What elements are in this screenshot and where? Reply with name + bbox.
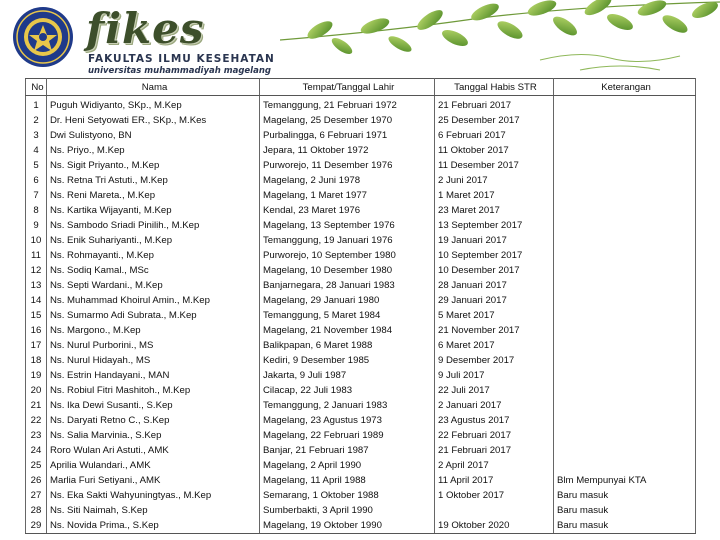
- table-row: [26, 278, 696, 293]
- row-no: 17: [26, 338, 47, 353]
- row-no: 2: [26, 113, 47, 128]
- row-ttl: Temanggung, 19 Januari 1976: [260, 233, 435, 248]
- row-keterangan: [554, 218, 696, 233]
- row-str: 11 Desember 2017: [435, 158, 554, 173]
- row-keterangan: [554, 158, 696, 173]
- row-no: 10: [26, 233, 47, 248]
- row-no: 28: [26, 503, 47, 518]
- table-row: [26, 293, 696, 308]
- table-row: [26, 113, 696, 128]
- row-no: 14: [26, 293, 47, 308]
- row-no: 11: [26, 248, 47, 263]
- row-ttl: Kediri, 9 Desember 1985: [260, 353, 435, 368]
- row-keterangan: Baru masuk: [554, 503, 696, 518]
- row-no: 1: [26, 96, 47, 114]
- row-str: 6 Maret 2017: [435, 338, 554, 353]
- row-ttl: Banjar, 21 Februari 1987: [260, 443, 435, 458]
- row-nama: Ns. Sumarmo Adi Subrata., M.Kep: [47, 308, 260, 323]
- row-ttl: Purworejo, 11 Desember 1976: [260, 158, 435, 173]
- row-keterangan: [554, 428, 696, 443]
- row-ttl: Purbalingga, 6 Februari 1971: [260, 128, 435, 143]
- row-keterangan: [554, 458, 696, 473]
- row-nama: Ns. Sodiq Kamal., MSc: [47, 263, 260, 278]
- row-str: 2 April 2017: [435, 458, 554, 473]
- row-keterangan: Baru masuk: [554, 488, 696, 503]
- row-str: 2 Januari 2017: [435, 398, 554, 413]
- row-nama: Ns. Daryati Retno C., S.Kep: [47, 413, 260, 428]
- table-row: [26, 203, 696, 218]
- row-str: 21 November 2017: [435, 323, 554, 338]
- row-keterangan: [554, 383, 696, 398]
- row-str: 25 Desember 2017: [435, 113, 554, 128]
- row-keterangan: [554, 338, 696, 353]
- table-row: [26, 518, 696, 534]
- row-ttl: Sumberbakti, 3 April 1990: [260, 503, 435, 518]
- row-keterangan: [554, 308, 696, 323]
- table-row: [26, 128, 696, 143]
- row-nama: Ns. Priyo., M.Kep: [47, 143, 260, 158]
- row-ttl: Temanggung, 21 Februari 1972: [260, 96, 435, 114]
- table-row: [26, 248, 696, 263]
- row-ttl: Kendal, 23 Maret 1976: [260, 203, 435, 218]
- row-nama: Ns. Estrin Handayani., MAN: [47, 368, 260, 383]
- row-no: 29: [26, 518, 47, 534]
- row-nama: Ns. Reni Mareta., M.Kep: [47, 188, 260, 203]
- table-row: [26, 96, 696, 114]
- row-ttl: Magelang, 2 Juni 1978: [260, 173, 435, 188]
- row-no: 3: [26, 128, 47, 143]
- row-ttl: Magelang, 22 Februari 1989: [260, 428, 435, 443]
- row-no: 26: [26, 473, 47, 488]
- brand-name: fikes: [86, 4, 205, 53]
- row-no: 19: [26, 368, 47, 383]
- row-keterangan: [554, 398, 696, 413]
- table-row: [26, 353, 696, 368]
- col-header-ttl: Tempat/Tanggal Lahir: [260, 79, 435, 96]
- row-no: 27: [26, 488, 47, 503]
- row-no: 13: [26, 278, 47, 293]
- row-ttl: Magelang, 19 Oktober 1990: [260, 518, 435, 534]
- row-no: 24: [26, 443, 47, 458]
- row-nama: Ns. Sigit Priyanto., M.Kep: [47, 158, 260, 173]
- row-keterangan: [554, 248, 696, 263]
- row-str: 23 Maret 2017: [435, 203, 554, 218]
- row-keterangan: [554, 188, 696, 203]
- row-ttl: Magelang, 21 November 1984: [260, 323, 435, 338]
- row-no: 18: [26, 353, 47, 368]
- row-str: 10 September 2017: [435, 248, 554, 263]
- row-nama: Ns. Nurul Hidayah., MS: [47, 353, 260, 368]
- row-str: 28 Januari 2017: [435, 278, 554, 293]
- row-no: 5: [26, 158, 47, 173]
- row-str: 11 April 2017: [435, 473, 554, 488]
- col-header-str: Tanggal Habis STR: [435, 79, 554, 96]
- page-header: [0, 0, 720, 78]
- row-keterangan: [554, 443, 696, 458]
- row-keterangan: [554, 293, 696, 308]
- row-ttl: Temanggung, 5 Maret 1984: [260, 308, 435, 323]
- row-ttl: Banjarnegara, 28 Januari 1983: [260, 278, 435, 293]
- row-keterangan: [554, 173, 696, 188]
- row-keterangan: [554, 143, 696, 158]
- table-row: [26, 368, 696, 383]
- university-seal-icon: [12, 6, 74, 68]
- row-str: 2 Juni 2017: [435, 173, 554, 188]
- row-ttl: Magelang, 13 September 1976: [260, 218, 435, 233]
- row-nama: Dwi Sulistyono, BN: [47, 128, 260, 143]
- row-no: 4: [26, 143, 47, 158]
- row-nama: Ns. Kartika Wijayanti, M.Kep: [47, 203, 260, 218]
- row-str: 19 Oktober 2020: [435, 518, 554, 534]
- col-header-no: No: [26, 79, 47, 96]
- row-no: 9: [26, 218, 47, 233]
- row-nama: Ns. Sambodo Sriadi Pinilih., M.Kep: [47, 218, 260, 233]
- row-str: 21 Februari 2017: [435, 96, 554, 114]
- row-nama: Aprilia Wulandari., AMK: [47, 458, 260, 473]
- row-ttl: Cilacap, 22 Juli 1983: [260, 383, 435, 398]
- row-nama: Ns. Nurul Purborini., MS: [47, 338, 260, 353]
- row-nama: Ns. Robiul Fitri Mashitoh., M.Kep: [47, 383, 260, 398]
- row-nama: Ns. Margono., M.Kep: [47, 323, 260, 338]
- brand-university: universitas muhammadiyah magelang: [88, 66, 271, 76]
- row-ttl: Jepara, 11 Oktober 1972: [260, 143, 435, 158]
- row-no: 7: [26, 188, 47, 203]
- row-nama: Ns. Novida Prima., S.Kep: [47, 518, 260, 534]
- row-nama: Puguh Widiyanto, SKp., M.Kep: [47, 96, 260, 114]
- row-no: 20: [26, 383, 47, 398]
- table-row: [26, 413, 696, 428]
- table-row: [26, 443, 696, 458]
- row-ttl: Semarang, 1 Oktober 1988: [260, 488, 435, 503]
- row-nama: Roro Wulan Ari Astuti., AMK: [47, 443, 260, 458]
- row-ttl: Temanggung, 2 Januari 1983: [260, 398, 435, 413]
- row-no: 12: [26, 263, 47, 278]
- row-keterangan: [554, 113, 696, 128]
- row-no: 8: [26, 203, 47, 218]
- row-no: 21: [26, 398, 47, 413]
- row-str: 22 Februari 2017: [435, 428, 554, 443]
- brand-faculty: FAKULTAS ILMU KESEHATAN: [88, 53, 275, 65]
- row-nama: Ns. Ika Dewi Susanti., S.Kep: [47, 398, 260, 413]
- table-row: [26, 458, 696, 473]
- table-row: [26, 263, 696, 278]
- row-keterangan: [554, 96, 696, 114]
- table-row: [26, 503, 696, 518]
- row-no: 16: [26, 323, 47, 338]
- table-row: [26, 218, 696, 233]
- table-row: [26, 488, 696, 503]
- row-nama: Ns. Siti Naimah, S.Kep: [47, 503, 260, 518]
- row-str: 19 Januari 2017: [435, 233, 554, 248]
- row-no: 25: [26, 458, 47, 473]
- row-keterangan: [554, 278, 696, 293]
- row-keterangan: [554, 353, 696, 368]
- row-ttl: Magelang, 10 Desember 1980: [260, 263, 435, 278]
- row-ttl: Purworejo, 10 September 1980: [260, 248, 435, 263]
- row-nama: Ns. Rohmayanti., M.Kep: [47, 248, 260, 263]
- row-str: 10 Desember 2017: [435, 263, 554, 278]
- row-nama: Ns. Salia Marvinia., S.Kep: [47, 428, 260, 443]
- row-str: 29 Januari 2017: [435, 293, 554, 308]
- faculty-logo: [86, 6, 286, 78]
- table-row: [26, 143, 696, 158]
- row-str: 9 Juli 2017: [435, 368, 554, 383]
- row-nama: Ns. Eka Sakti Wahyuningtyas., M.Kep: [47, 488, 260, 503]
- row-ttl: Magelang, 23 Agustus 1973: [260, 413, 435, 428]
- row-keterangan: [554, 368, 696, 383]
- table-row: [26, 233, 696, 248]
- row-keterangan: Baru masuk: [554, 518, 696, 534]
- row-str: [435, 503, 554, 518]
- row-str: 13 September 2017: [435, 218, 554, 233]
- row-str: 22 Juli 2017: [435, 383, 554, 398]
- row-str: 23 Agustus 2017: [435, 413, 554, 428]
- row-nama: Dr. Heni Setyowati ER., SKp., M.Kes: [47, 113, 260, 128]
- col-header-nama: Nama: [47, 79, 260, 96]
- leaves-decoration-icon: [280, 0, 720, 78]
- row-str: 21 Februari 2017: [435, 443, 554, 458]
- table-row: [26, 428, 696, 443]
- row-keterangan: [554, 128, 696, 143]
- row-str: 5 Maret 2017: [435, 308, 554, 323]
- table-header-row: [26, 79, 696, 96]
- row-no: 15: [26, 308, 47, 323]
- table-row: [26, 308, 696, 323]
- row-keterangan: Blm Mempunyai KTA: [554, 473, 696, 488]
- row-nama: Ns. Retna Tri Astuti., M.Kep: [47, 173, 260, 188]
- row-nama: Marlia Furi Setiyani., AMK: [47, 473, 260, 488]
- row-nama: Ns. Muhammad Khoirul Amin., M.Kep: [47, 293, 260, 308]
- row-ttl: Balikpapan, 6 Maret 1988: [260, 338, 435, 353]
- row-ttl: Jakarta, 9 Juli 1987: [260, 368, 435, 383]
- table-row: [26, 158, 696, 173]
- row-str: 9 Desember 2017: [435, 353, 554, 368]
- row-str: 1 Oktober 2017: [435, 488, 554, 503]
- row-nama: Ns. Enik Suhariyanti., M.Kep: [47, 233, 260, 248]
- row-nama: Ns. Septi Wardani., M.Kep: [47, 278, 260, 293]
- table-row: [26, 473, 696, 488]
- row-str: 1 Maret 2017: [435, 188, 554, 203]
- row-ttl: Magelang, 11 April 1988: [260, 473, 435, 488]
- row-str: 11 Oktober 2017: [435, 143, 554, 158]
- col-header-keterangan: Keterangan: [554, 79, 696, 96]
- row-keterangan: [554, 233, 696, 248]
- row-ttl: Magelang, 2 April 1990: [260, 458, 435, 473]
- table-row: [26, 383, 696, 398]
- row-keterangan: [554, 263, 696, 278]
- table-row: [26, 338, 696, 353]
- staff-table: [25, 78, 696, 534]
- row-no: 23: [26, 428, 47, 443]
- row-keterangan: [554, 413, 696, 428]
- row-no: 22: [26, 413, 47, 428]
- row-ttl: Magelang, 29 Januari 1980: [260, 293, 435, 308]
- row-str: 6 Februari 2017: [435, 128, 554, 143]
- table-row: [26, 173, 696, 188]
- row-keterangan: [554, 323, 696, 338]
- row-keterangan: [554, 203, 696, 218]
- row-no: 6: [26, 173, 47, 188]
- table-row: [26, 323, 696, 338]
- row-ttl: Magelang, 1 Maret 1977: [260, 188, 435, 203]
- table-row: [26, 398, 696, 413]
- row-ttl: Magelang, 25 Desember 1970: [260, 113, 435, 128]
- table-row: [26, 188, 696, 203]
